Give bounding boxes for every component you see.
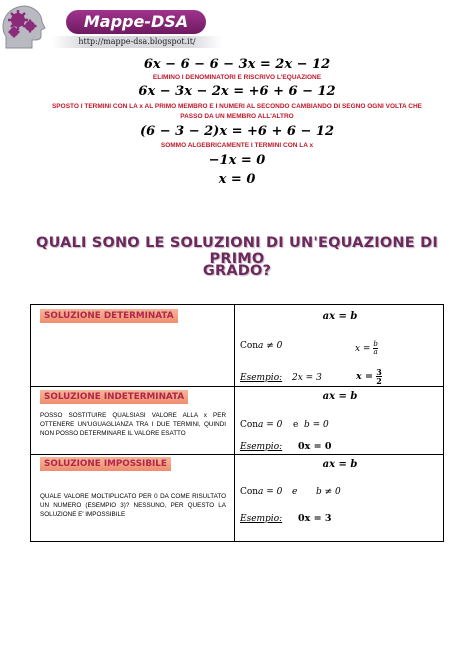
step-equation: (6 − 3 − 2)x = +6 + 6 − 12: [140, 124, 334, 139]
fraction-denominator: a: [373, 348, 378, 356]
condition-join: e: [292, 487, 298, 497]
gears-head-logo-icon: [0, 0, 52, 50]
section-heading-line1: QUALI SONO LE SOLUZIONI DI UN'EQUAZIONE DI PRIMO: [36, 235, 438, 267]
solution-description: POSSO SOSTITUIRE QUALSIASI VALORE ALLA x PER OTTENERE UN'UGUAGLIANZA TRA I DUE TERMINI, QUINDI NON POSSO DETERMINARE IL VALORE ESATTO: [40, 412, 226, 437]
step-note: PASSO DA UN MEMBRO ALL'ALTRO: [180, 113, 294, 120]
general-equation: ax = b: [322, 391, 358, 402]
example-label: Esempio:: [240, 373, 283, 383]
condition-label: Con: [240, 341, 259, 351]
solution-undetermined-label: SOLUZIONE INDETERMINATA: [40, 390, 188, 404]
condition-value: b = 0: [304, 420, 329, 430]
solution-formula-lhs: x =: [355, 344, 371, 354]
section-heading-line2: GRADO?: [202, 263, 272, 279]
general-equation: ax = b: [322, 311, 358, 322]
solution-formula: [355, 341, 378, 356]
table-row-divider: [30, 454, 444, 455]
step-equation: 6x − 6 − 6 − 3x = 2x − 12: [143, 57, 331, 72]
example-label: Esempio:: [240, 442, 283, 452]
fraction-numerator: b: [373, 340, 378, 348]
example-equation: 0x = 3: [298, 513, 332, 524]
table-row-divider: [30, 386, 444, 387]
general-equation: ax = b: [322, 459, 358, 470]
fraction-denominator: 2: [376, 376, 382, 386]
condition-value: a ≠ 0: [258, 341, 283, 351]
condition-value: b ≠ 0: [316, 487, 341, 497]
step-note: SPOSTO I TERMINI CON LA x AL PRIMO MEMBRO E I NUMERI AL SECONDO CAMBIANDO DI SEGNO OGNI VOLTA CHE: [51, 103, 423, 110]
condition-join: e: [293, 420, 299, 430]
step-equation: 6x − 3x − 2x = +6 + 6 − 12: [138, 84, 336, 99]
step-equation: x = 0: [218, 172, 256, 187]
example-equation: 0x = 0: [298, 441, 332, 452]
condition-label: Con: [240, 420, 259, 430]
step-note: ELIMINO I DENOMINATORI E RISCRIVO L'EQUAZIONE: [152, 74, 322, 81]
solution-impossible-label: SOLUZIONE IMPOSSIBILE: [40, 457, 171, 471]
example-label: Esempio:: [240, 514, 283, 524]
solution-description: QUALE VALORE MOLTIPLICATO PER 0 DA COME RISULTATO UN NUMERO (ESEMPIO 3)? NESSUNO, PER QUESTO LA SOLUZIONE E' IMPOSSIBILE: [40, 493, 226, 518]
fraction-numerator: 3: [376, 367, 382, 377]
example-equation: 2x = 3: [292, 373, 322, 383]
step-note: SOMMO ALGEBRICAMENTE I TERMINI CON LA x: [160, 142, 314, 149]
condition-label: Con: [240, 487, 259, 497]
table-divider: [234, 304, 235, 542]
site-url[interactable]: http://mappe-dsa.blogspot.it/: [52, 36, 222, 48]
example-solution: [356, 368, 382, 385]
brand-title: Mappe-DSA: [66, 10, 206, 34]
condition-value: a = 0: [258, 420, 283, 430]
condition-value: a = 0: [258, 487, 283, 497]
example-solution-lhs: x =: [356, 371, 373, 382]
solution-determined-label: SOLUZIONE DETERMINATA: [40, 309, 178, 323]
step-equation: −1x = 0: [208, 153, 266, 168]
